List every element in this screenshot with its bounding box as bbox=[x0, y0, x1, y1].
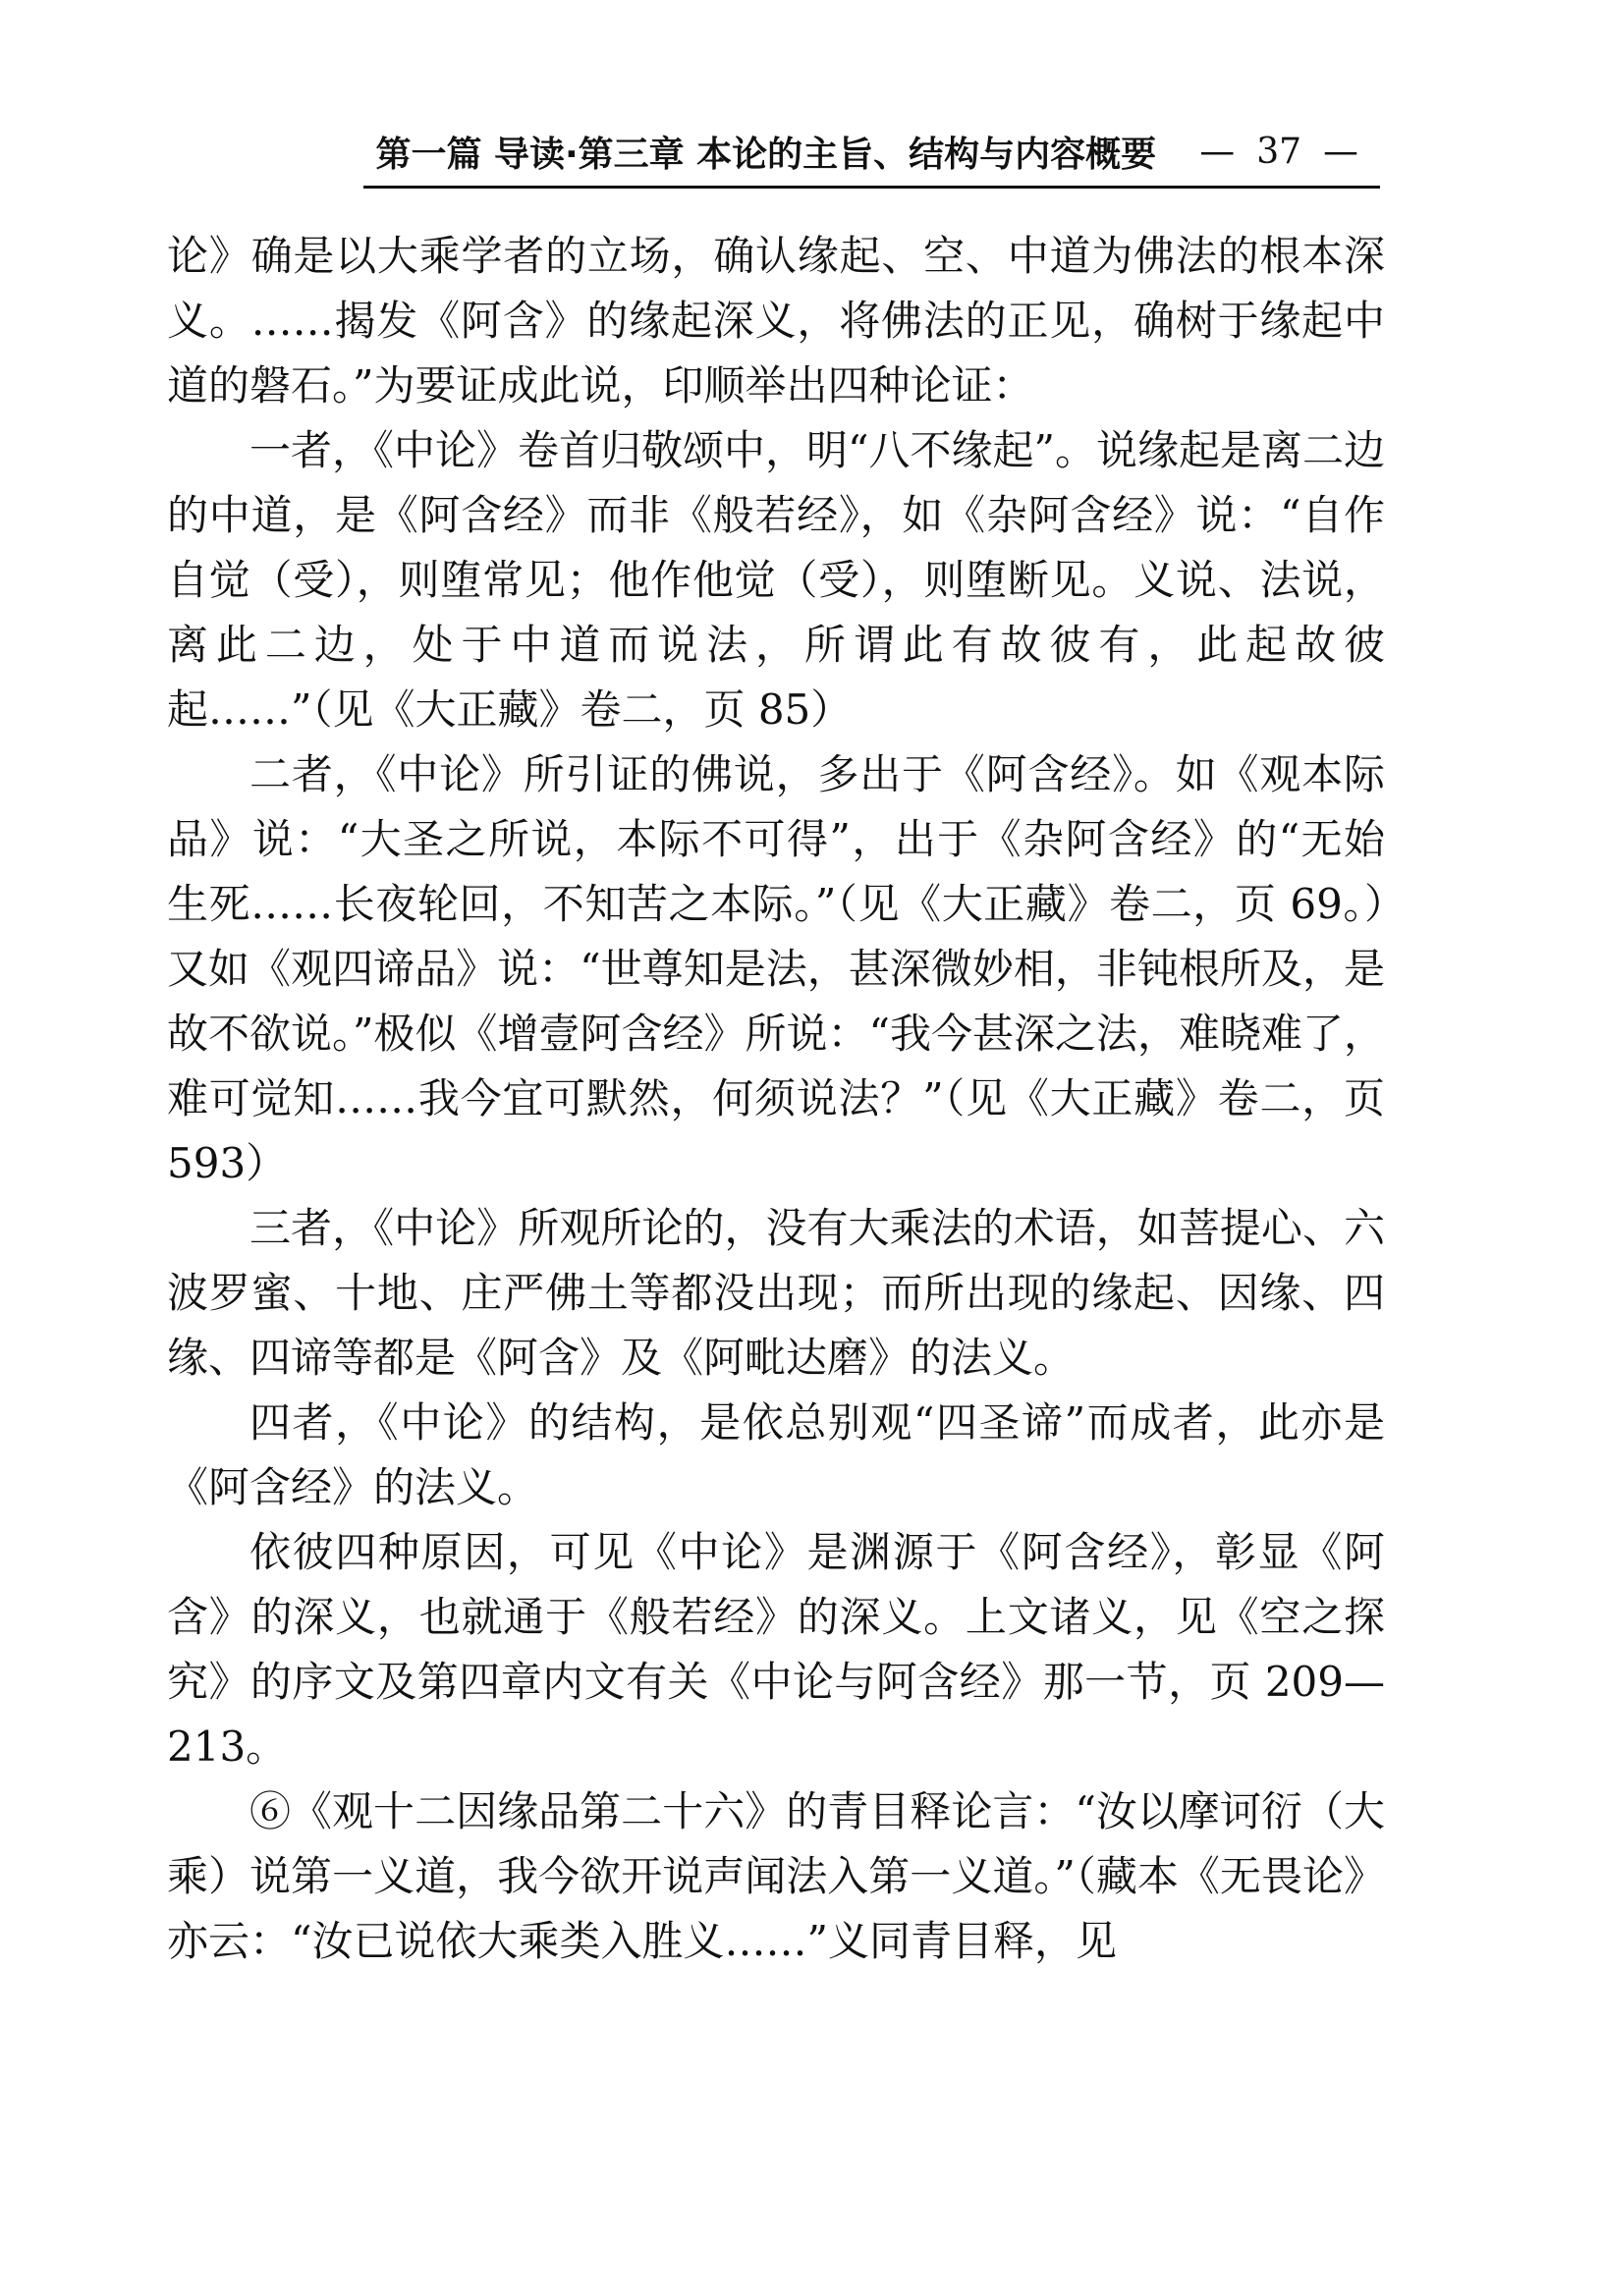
paragraph-4: 三者，《中论》所观所论的，没有大乘法的术语，如菩提心、六波罗蜜、十地、庄严佛土等都没出现；而所出现的缘起、因缘、四缘、四谛等都是《阿含》及《阿毗达磨》的法义。 bbox=[167, 1204, 1385, 1382]
body-text bbox=[167, 224, 1385, 1974]
header-title: 第一篇 导读·第三章 本论的主旨、结构与内容概要 bbox=[375, 135, 1157, 175]
paragraph-3: 二者，《中论》所引证的佛说，多出于《阿含经》。如《观本际品》说：“大圣之所说，本际不可得”，出于《杂阿含经》的“无始生死……长夜轮回，不知苦之本际。”（见《大正藏》卷二，页 69。）又如《观四谛品》说：“世尊知是法，甚深微妙相，非钝根所及，是故不欲说。”极似《增壹阿含经》所说：“我今甚深之法，难晓难了，难可觉知……我今宜可默然，何须说法？”（见《大正藏》卷二，页 593） bbox=[167, 750, 1385, 1187]
header-dash-right: — bbox=[1323, 132, 1358, 172]
paragraph-6: 依彼四种原因，可见《中论》是渊源于《阿含经》，彰显《阿含》的深义，也就通于《般若经》的深义。上文诸义，见《空之探究》的序文及第四章内文有关《中论与阿含经》那一节，页 209—213。 bbox=[167, 1528, 1385, 1771]
paragraph-7-footnote: ⑥《观十二因缘品第二十六》的青目释论言：“汝以摩诃衍（大乘）说第一义道，我今欲开说声闻法入第一义道。”（藏本《无畏论》亦云：“汝已说依大乘类入胜义……”义同青目释，见 bbox=[167, 1787, 1385, 1965]
header-dash-left: — bbox=[1199, 132, 1236, 172]
paragraph-5: 四者，《中论》的结构，是依总别观“四圣谛”而成者，此亦是《阿含经》的法义。 bbox=[167, 1398, 1385, 1511]
page-number: 37 bbox=[1256, 132, 1301, 172]
paragraph-2: 一者，《中论》卷首归敬颂中，明“八不缘起”。说缘起是离二边的中道，是《阿含经》而非《般若经》，如《杂阿含经》说：“自作自觉（受），则堕常见；他作他觉（受），则堕断见。义说、法说，离此二边，处于中道而说法，所谓此有故彼有，此起故彼起……”（见《大正藏》卷二，页 85） bbox=[167, 426, 1385, 734]
paragraph-1: 论》确是以大乘学者的立场，确认缘起、空、中道为佛法的根本深义。……揭发《阿含》的缘起深义，将佛法的正见，确树于缘起中道的磐石。”为要证成此说，印顺举出四种论证： bbox=[167, 232, 1385, 410]
running-header bbox=[363, 118, 1380, 189]
